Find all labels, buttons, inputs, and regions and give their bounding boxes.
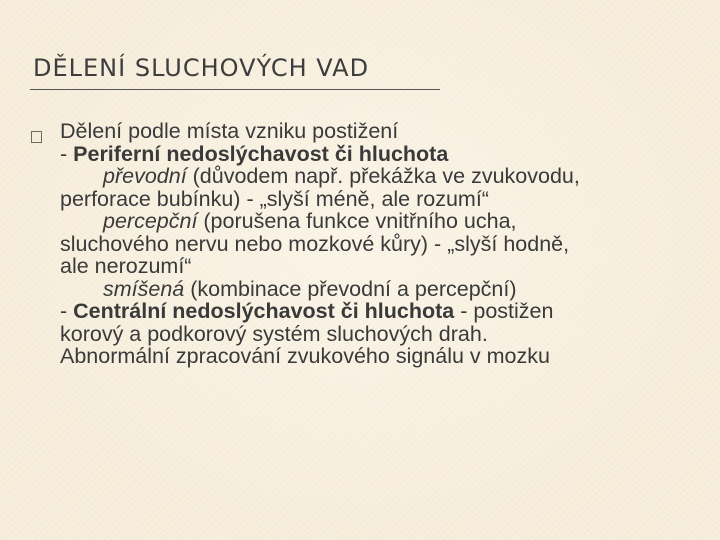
title-underline (30, 89, 440, 90)
slide-title: DĚLENÍ SLUCHOVÝCH VAD (33, 54, 370, 82)
body-line-3 (60, 165, 710, 188)
body-line-4: perforace bubínku) - „slyší méně, ale rozumí“ (60, 186, 489, 211)
central-desc: - postižen (454, 299, 554, 323)
square-bullet-icon (31, 131, 42, 143)
body-line-1: Dělení podle místa vzniku postižení (60, 119, 399, 143)
body-line-7: ale nerozumí“ (60, 254, 192, 278)
body-line-11: Abnormální zpracování zvukového signálu v mozku (60, 344, 550, 368)
conductive-desc: (důvodem např. překážka ve zvukovodu, (186, 164, 580, 188)
dash-prefix: - (60, 299, 74, 323)
perceptive-term: percepční (103, 209, 198, 233)
conductive-term: převodní (103, 164, 187, 188)
perceptive-desc: (porušena funkce vnitřního ucha, (197, 209, 517, 233)
central-heading: Centrální nedoslýchavost či hluchota (73, 299, 455, 323)
body-line-6: sluchového nervu nebo mozkové kůry) - „slyší hodně, (60, 231, 570, 256)
body-line-9 (60, 300, 710, 323)
body-line-8 (60, 278, 710, 301)
peripheral-heading: Periferní nedoslýchavost či hluchota (73, 141, 449, 166)
body-line-5 (60, 210, 710, 233)
body-line-10: korový a podkorový systém sluchových drah. (60, 321, 488, 346)
mixed-term: smíšená (103, 276, 185, 301)
body-line-2 (60, 143, 710, 166)
slide-body (60, 120, 710, 368)
mixed-desc: (kombinace převodní a percepční) (184, 276, 517, 301)
dash-prefix: - (60, 141, 74, 166)
